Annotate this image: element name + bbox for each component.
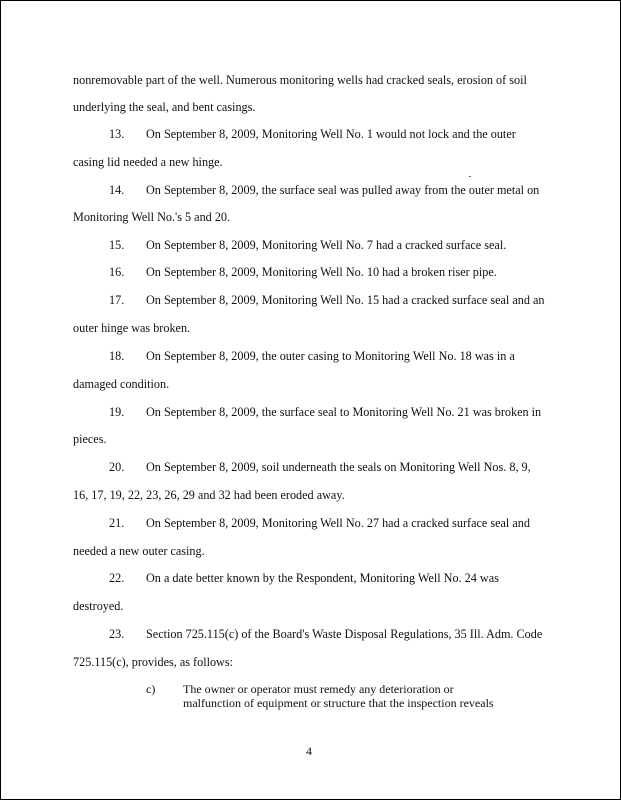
paragraph-14-number: 14. — [109, 183, 125, 197]
paragraph-13-number: 13. — [109, 127, 125, 141]
paragraph-13-line-2: casing lid needed a new hinge. — [73, 155, 223, 169]
scan-speck — [469, 176, 471, 177]
paragraph-21-line-1: On September 8, 2009, Monitoring Well No. 27 had a cracked surface seal and — [146, 516, 530, 530]
paragraph-22-number: 22. — [109, 571, 125, 585]
paragraph-17-number: 17. — [109, 293, 125, 307]
continuation-line-2: underlying the seal, and bent casings. — [73, 100, 256, 114]
paragraph-21-line-2: needed a new outer casing. — [73, 544, 205, 558]
paragraph-21-number: 21. — [109, 516, 125, 530]
paragraph-18-line-2: damaged condition. — [73, 377, 170, 391]
paragraph-20-line-1: On September 8, 2009, soil underneath the seals on Monitoring Well Nos. 8, 9, — [146, 460, 531, 474]
paragraph-20-line-2: 16, 17, 19, 22, 23, 26, 29 and 32 had been eroded away. — [73, 488, 345, 502]
paragraph-19-line-2: pieces. — [73, 432, 107, 446]
paragraph-13-line-1: On September 8, 2009, Monitoring Well No. 1 would not lock and the outer — [146, 127, 516, 141]
continuation-line-1: nonremovable part of the well. Numerous monitoring wells had cracked seals, erosion of soil — [73, 73, 527, 87]
paragraph-17-line-1: On September 8, 2009, Monitoring Well No. 15 had a cracked surface seal and an — [146, 293, 545, 307]
paragraph-14-line-2: Monitoring Well No.'s 5 and 20. — [73, 210, 231, 224]
paragraph-20-number: 20. — [109, 460, 125, 474]
paragraph-18-number: 18. — [109, 349, 125, 363]
paragraph-23-line-2: 725.115(c), provides, as follows: — [73, 655, 233, 669]
quote-marker: c) — [146, 682, 156, 696]
paragraph-16-number: 16. — [109, 265, 125, 279]
paragraph-14-line-1: On September 8, 2009, the surface seal was pulled away from the outer metal on — [146, 183, 540, 197]
paragraph-22-line-2: destroyed. — [73, 599, 124, 613]
page-number: 4 — [306, 744, 312, 758]
quote-line-1: The owner or operator must remedy any deterioration or — [183, 682, 454, 696]
paragraph-19-line-1: On September 8, 2009, the surface seal to Monitoring Well No. 21 was broken in — [146, 405, 542, 419]
quote-line-2: malfunction of equipment or structure that the inspection reveals — [183, 696, 494, 710]
paragraph-15-number: 15. — [109, 238, 125, 252]
paragraph-16-line-1: On September 8, 2009, Monitoring Well No. 10 had a broken riser pipe. — [146, 265, 497, 279]
paragraph-19-number: 19. — [109, 405, 125, 419]
paragraph-18-line-1: On September 8, 2009, the outer casing to Monitoring Well No. 18 was in a — [146, 349, 515, 363]
paragraph-15-line-1: On September 8, 2009, Monitoring Well No. 7 had a cracked surface seal. — [146, 238, 507, 252]
paragraph-17-line-2: outer hinge was broken. — [73, 321, 191, 335]
paragraph-23-number: 23. — [109, 627, 125, 641]
paragraph-22-line-1: On a date better known by the Respondent, Monitoring Well No. 24 was — [146, 571, 499, 585]
paragraph-23-line-1: Section 725.115(c) of the Board's Waste Disposal Regulations, 35 Ill. Adm. Code — [146, 627, 543, 641]
